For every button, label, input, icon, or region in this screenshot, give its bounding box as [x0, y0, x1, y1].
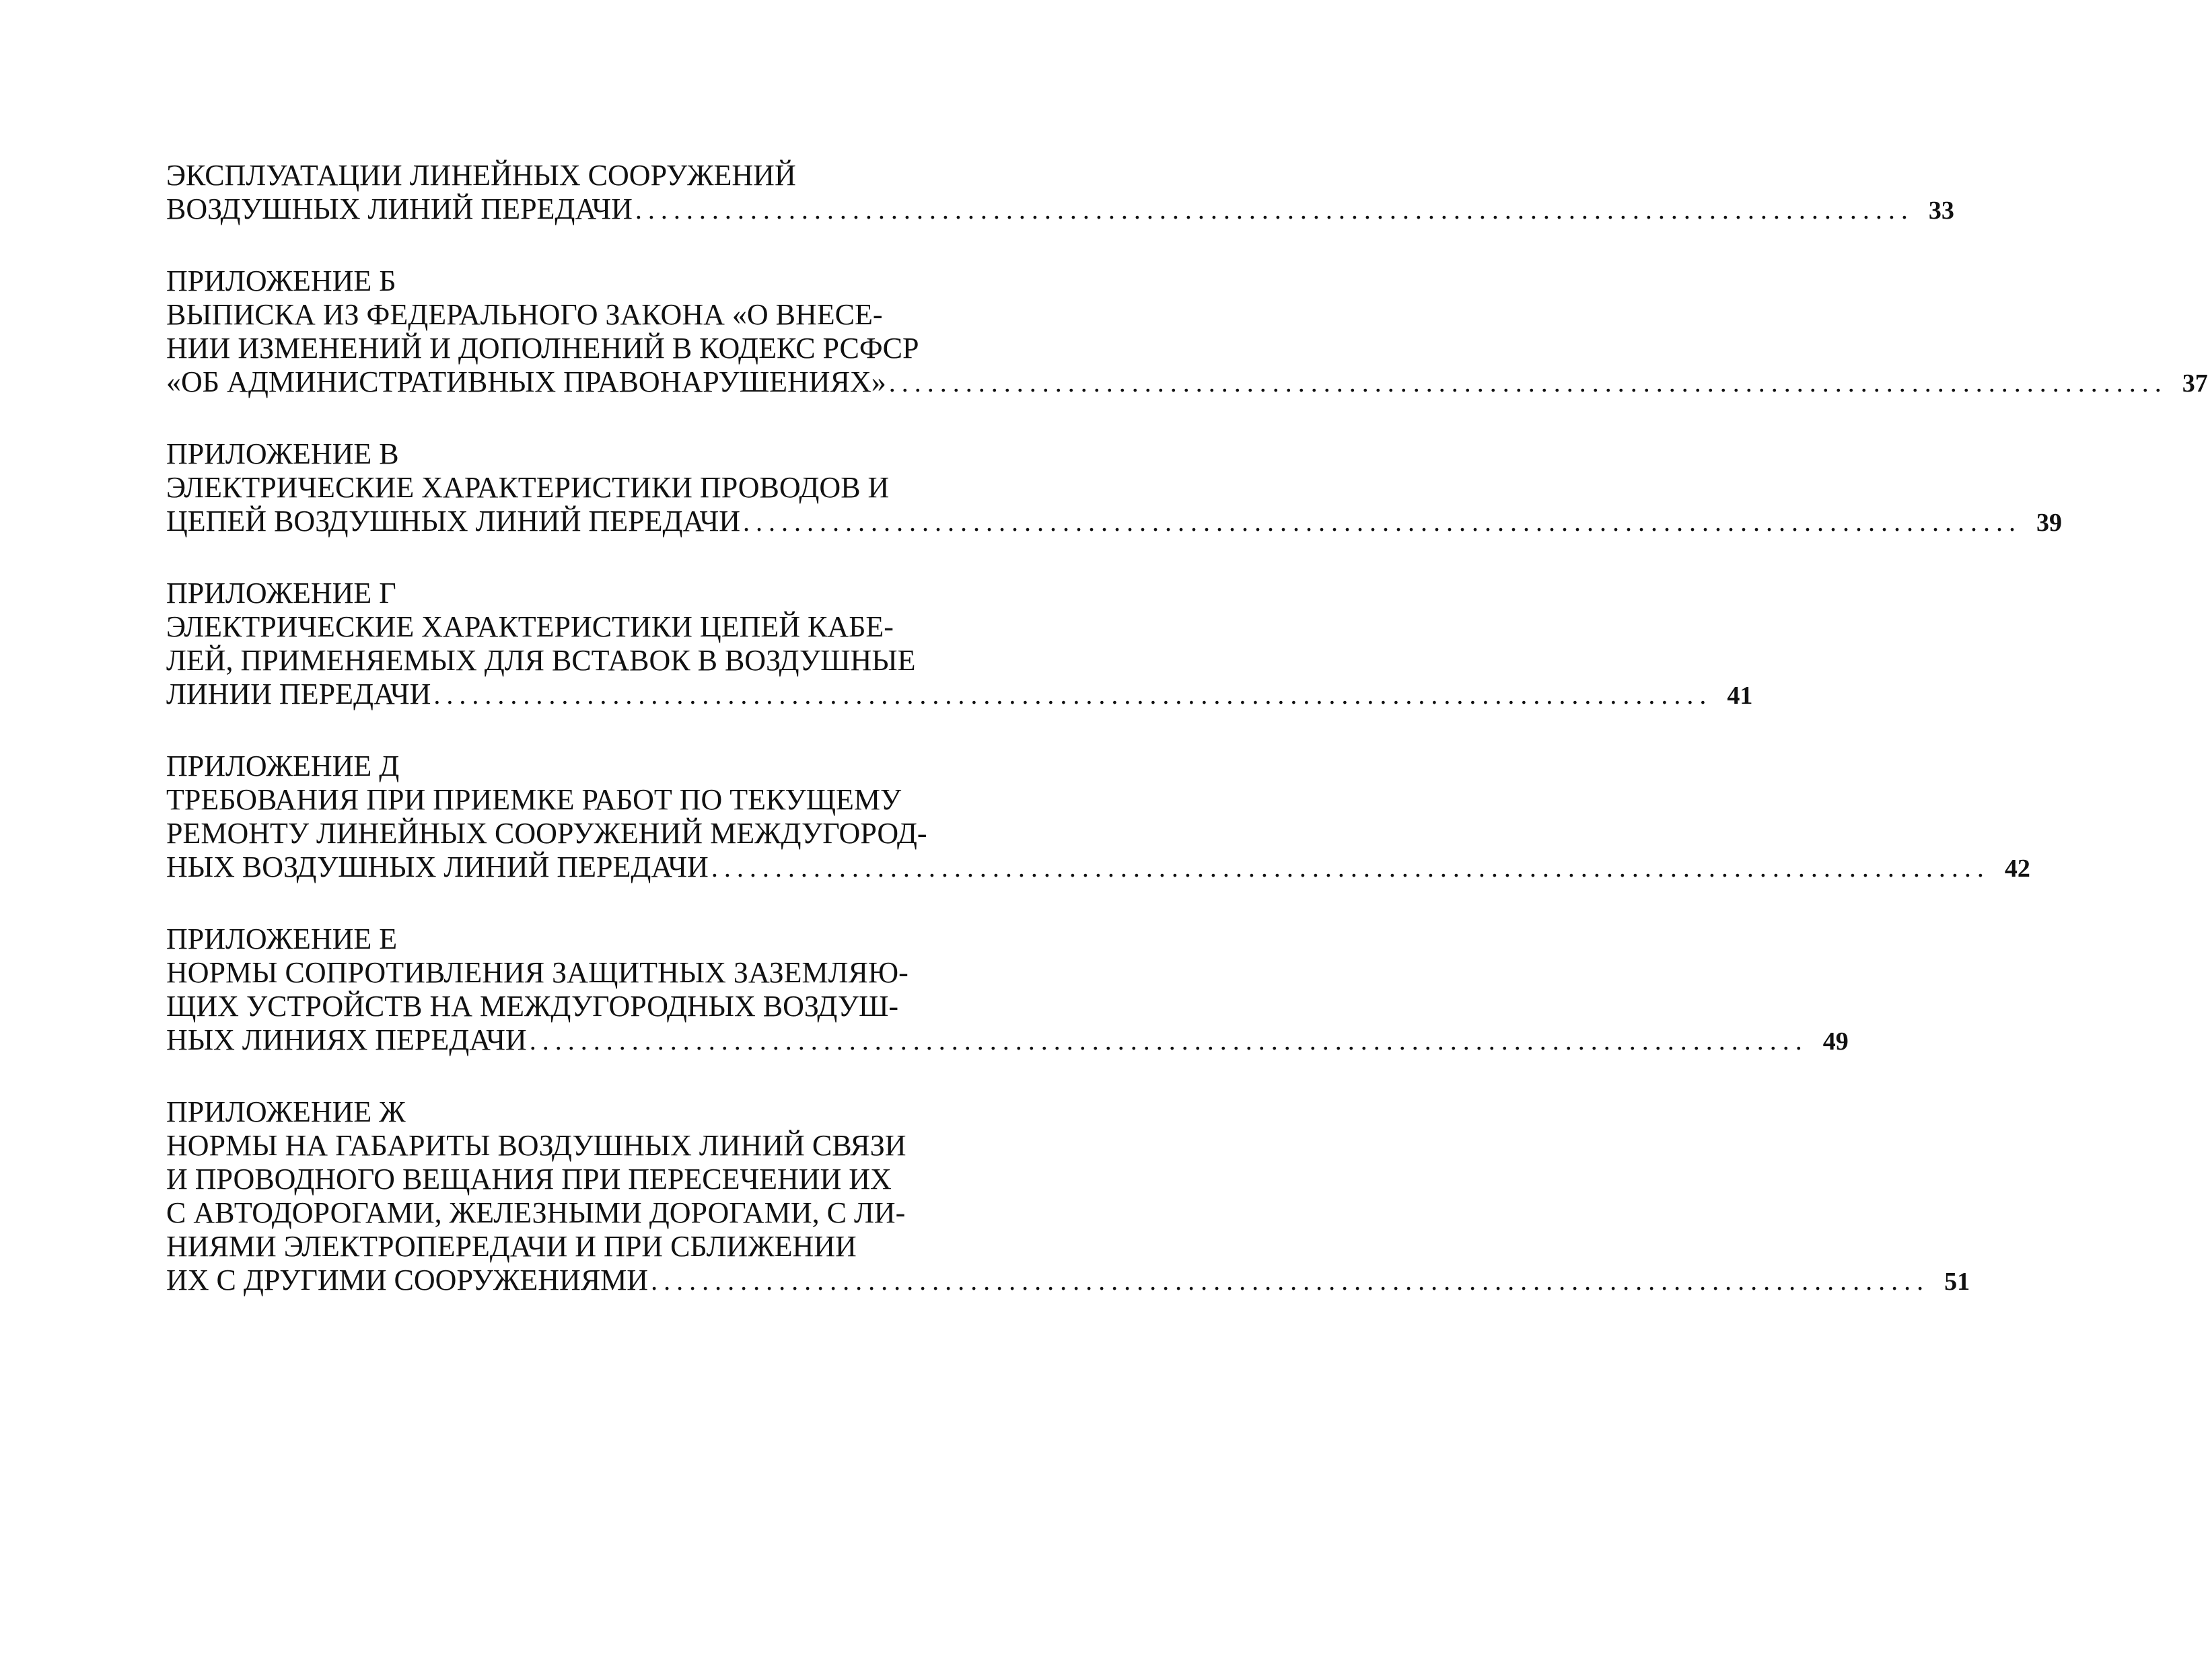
appendix-heading: ПРИЛОЖЕНИЕ Е [166, 922, 398, 955]
toc-entry-line: НЫХ ЛИНИЯХ ПЕРЕДАЧИ [166, 1023, 527, 1056]
toc-entry [166, 437, 2062, 540]
dot-leader: .................................................................................................... [635, 194, 1914, 225]
toc-entry-final-line[interactable] [166, 1264, 1970, 1299]
toc-entry [166, 264, 2208, 400]
page-number: 42 [2004, 854, 2030, 883]
page-number: 37 [2182, 369, 2208, 398]
page-number: 39 [2036, 509, 2062, 537]
toc-entry-line: НИИ ИЗМЕНЕНИЙ И ДОПОЛНЕНИЙ В КОДЕКС РСФСР [166, 332, 919, 365]
toc-entry-line: НОРМЫ НА ГАБАРИТЫ ВОЗДУШНЫХ ЛИНИЙ СВЯЗИ [166, 1129, 906, 1162]
toc-entry-line: ЭЛЕКТРИЧЕСКИЕ ХАРАКТЕРИСТИКИ ПРОВОДОВ И [166, 471, 890, 504]
toc-entry-line: И ПРОВОДНОГО ВЕЩАНИЯ ПРИ ПЕРЕСЕЧЕНИИ ИХ [166, 1163, 892, 1196]
toc-entry-final-line[interactable] [166, 678, 1753, 713]
toc-entry-line: НОРМЫ СОПРОТИВЛЕНИЯ ЗАЩИТНЫХ ЗАЗЕМЛЯЮ- [166, 956, 909, 989]
page-number: 41 [1727, 682, 1753, 710]
appendix-heading: ПРИЛОЖЕНИЕ Б [166, 264, 396, 297]
toc-entry-line: НИЯМИ ЭЛЕКТРОПЕРЕДАЧИ И ПРИ СБЛИЖЕНИИ [166, 1230, 857, 1263]
page-number: 51 [1944, 1268, 1970, 1296]
toc-entry-line: ЭКСПЛУАТАЦИИ ЛИНЕЙНЫХ СООРУЖЕНИЙ [166, 159, 796, 192]
dot-leader: .................................................................................................... [888, 367, 2168, 398]
appendix-heading: ПРИЛОЖЕНИЕ В [166, 437, 399, 470]
dot-leader: .................................................................................................... [743, 507, 2022, 537]
dot-leader: .................................................................................................... [651, 1266, 1930, 1296]
appendix-heading: ПРИЛОЖЕНИЕ Д [166, 750, 400, 782]
toc-entry-line: ЛЕЙ, ПРИМЕНЯЕМЫХ ДЛЯ ВСТАВОК В ВОЗДУШНЫЕ [166, 644, 916, 677]
table-of-contents [166, 159, 2208, 1336]
toc-entry [166, 577, 1753, 713]
dot-leader: .................................................................................................... [433, 680, 1713, 710]
toc-entry-line: ТРЕБОВАНИЯ ПРИ ПРИЕМКЕ РАБОТ ПО ТЕКУЩЕМУ [166, 783, 902, 816]
dot-leader: .................................................................................................... [711, 852, 1990, 883]
appendix-heading: ПРИЛОЖЕНИЕ Г [166, 577, 396, 610]
appendix-heading: ПРИЛОЖЕНИЕ Ж [166, 1095, 406, 1128]
page-number: 33 [1928, 196, 1954, 225]
toc-entry-line: ЭЛЕКТРИЧЕСКИЕ ХАРАКТЕРИСТИКИ ЦЕПЕЙ КАБЕ- [166, 610, 894, 643]
toc-entry-final-line[interactable] [166, 505, 2062, 540]
toc-entry-final-line[interactable] [166, 365, 2208, 400]
toc-entry [166, 922, 1849, 1058]
toc-entry-line: РЕМОНТУ ЛИНЕЙНЫХ СООРУЖЕНИЙ МЕЖДУГОРОД- [166, 817, 927, 850]
toc-entry [166, 750, 2030, 885]
toc-entry-line: ЩИХ УСТРОЙСТВ НА МЕЖДУГОРОДНЫХ ВОЗДУШ- [166, 990, 898, 1023]
toc-entry-line: ЦЕПЕЙ ВОЗДУШНЫХ ЛИНИЙ ПЕРЕДАЧИ [166, 505, 740, 538]
toc-entry-line: ВОЗДУШНЫХ ЛИНИЙ ПЕРЕДАЧИ [166, 192, 633, 225]
toc-entry [166, 1095, 1970, 1299]
page-number: 49 [1822, 1027, 1849, 1056]
toc-entry [166, 159, 1954, 227]
toc-entry-line: ВЫПИСКА ИЗ ФЕДЕРАЛЬНОГО ЗАКОНА «О ВНЕСЕ- [166, 298, 883, 331]
toc-entry-final-line[interactable] [166, 192, 1954, 227]
toc-entry-line: ИХ С ДРУГИМИ СООРУЖЕНИЯМИ [166, 1264, 649, 1296]
toc-entry-line: «ОБ АДМИНИСТРАТИВНЫХ ПРАВОНАРУШЕНИЯХ» [166, 365, 886, 398]
toc-entry-final-line[interactable] [166, 1023, 1849, 1058]
toc-entry-final-line[interactable] [166, 850, 2030, 885]
toc-entry-line: ЛИНИИ ПЕРЕДАЧИ [166, 678, 431, 710]
toc-entry-line: НЫХ ВОЗДУШНЫХ ЛИНИЙ ПЕРЕДАЧИ [166, 850, 709, 883]
toc-entry-line: С АВТОДОРОГАМИ, ЖЕЛЕЗНЫМИ ДОРОГАМИ, С ЛИ- [166, 1196, 906, 1229]
dot-leader: .................................................................................................... [529, 1025, 1808, 1056]
